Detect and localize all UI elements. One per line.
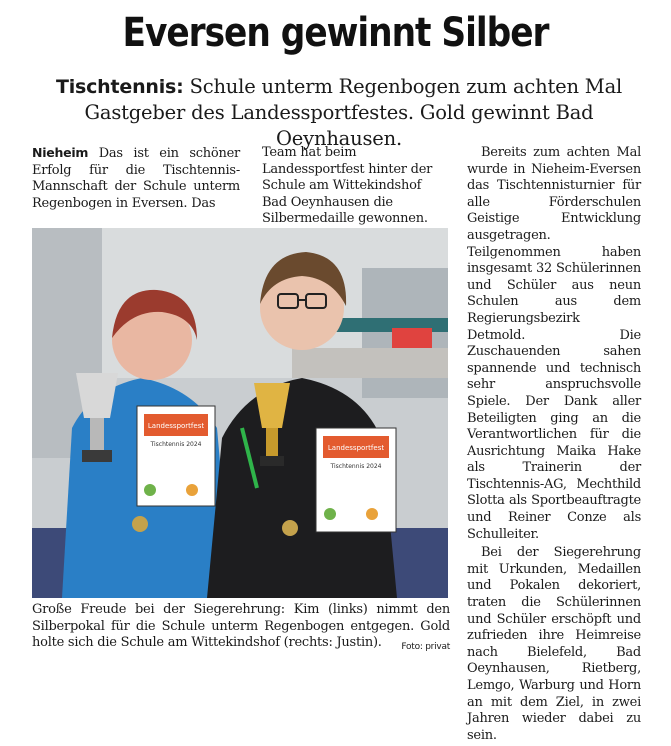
subheadline: [24, 74, 654, 152]
article-paragraph: Bei der Siegerehrung mit Urkunden, Medaillen und Pokalen dekoriert, traten die Schülerinnen und Schüler erschöpft und zufrieden ihre Heimreise nach Bielefeld, Bad Oeynhausen, Rietberg, Lemgo, Warburg und Horn an mit dem Ziel, in zwei Jahren wieder dabei zu sein.: [467, 545, 641, 743]
subheadline-kicker: Tischtennis:: [55, 76, 184, 98]
article-column-left: [32, 145, 240, 212]
certificate-title-right: Landessportfest: [327, 444, 385, 452]
photo-caption: [32, 602, 450, 656]
article-paragraph: Bereits zum achten Mal wurde in Nieheim-Eversen das Tischtennisturnier für alle Förderschulen Geistige Entwicklung ausgetragen. Teilgenommen haben insgesamt 32 Schülerinnen und Schüler aus neun Schulen aus dem Regierungsbezirk Detmold. Die Zuschauenden sahen spannende und technisch sehr anspruchsvolle Spiele. Der Dank aller Beteiligten ging an die Verantwortlichen für die Ausrichtung Maika Hake als Trainerin der Tischtennis-AG, Mechthild Slotta als Sportbeauftragte und Reiner Conze als Schulleiter.: [467, 145, 641, 542]
certificate-subtitle-left: Tischtennis 2024: [150, 441, 202, 448]
caption-text: Große Freude bei der Siegerehrung: Kim (links) nimmt den Silberpokal für die Schule unterm Regenbogen entgegen. Gold holte sich die Schule am Wittekindshof (rechts: Justin).: [32, 602, 450, 651]
certificate-title-left: Landessportfest: [147, 422, 205, 430]
subheadline-text: Schule unterm Regenbogen zum achten Mal Gastgeber des Landessportfestes. Gold gewinnt Bad Oeynhausen.: [84, 75, 623, 150]
award-photo-illustration: [32, 228, 448, 598]
dateline: Nieheim: [32, 145, 89, 160]
article-column-right: [467, 145, 641, 746]
article-column-middle: Team hat beim Landessportfest hinter der Schule am Wittekindshof Bad Oeynhausen die Silbermedaille gewonnen.: [262, 145, 433, 227]
certificate-subtitle-right: Tischtennis 2024: [330, 463, 382, 470]
article-photo: [32, 228, 448, 598]
article-lead-text: Das ist ein schöner Erfolg für die Tischtennis-Mannschaft der Schule unterm Regenbogen in Eversen. Das: [32, 146, 241, 211]
photo-credit: Foto: privat: [401, 642, 450, 653]
headline: Eversen gewinnt Silber: [122, 10, 549, 56]
